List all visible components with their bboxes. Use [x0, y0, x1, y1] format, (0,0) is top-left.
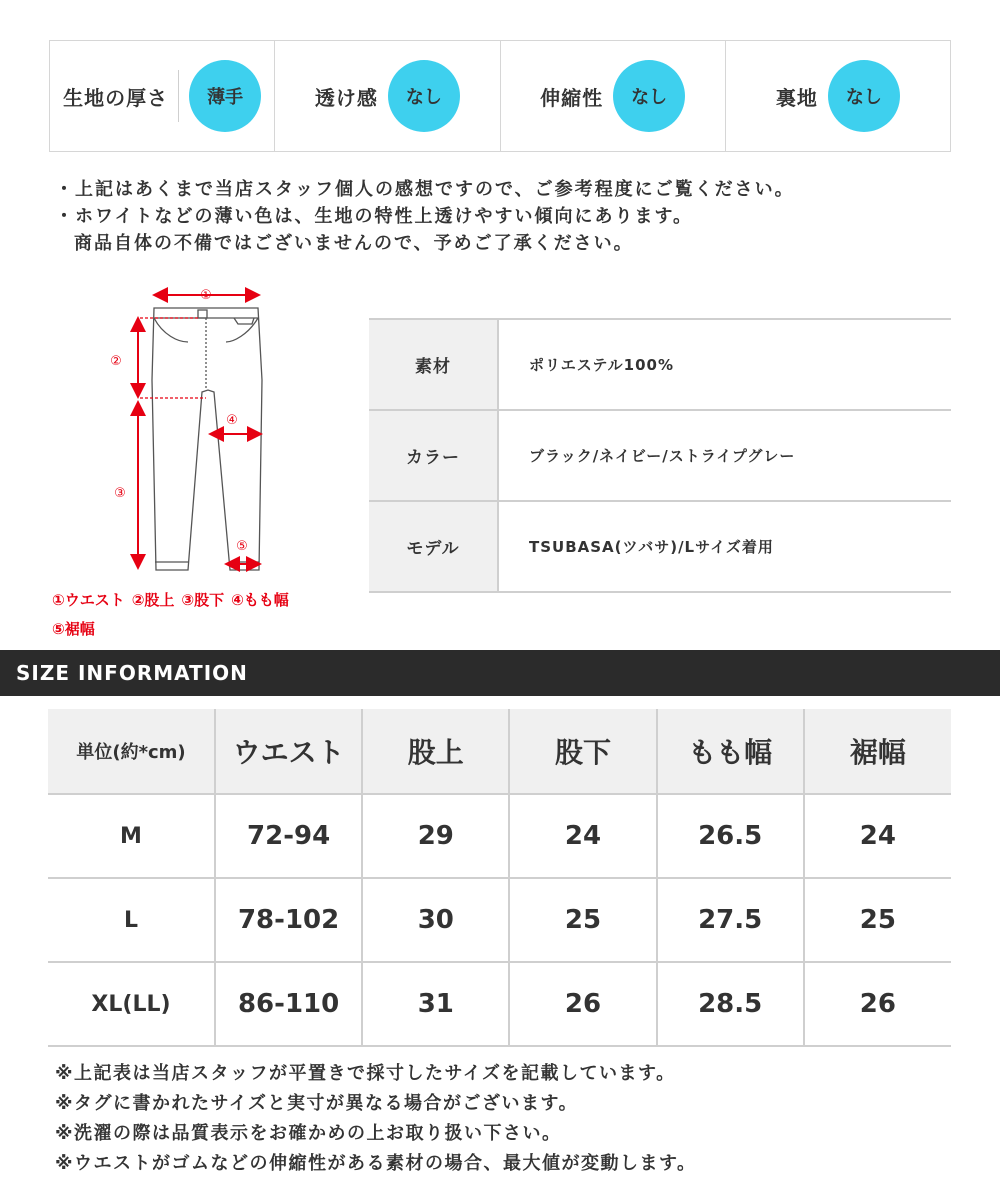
spec-value: ブラック/ネイビー/ストライプグレー [498, 410, 951, 501]
table-cell: 25 [804, 878, 951, 962]
attr-stretch [500, 41, 725, 151]
header-hem: 裾幅 [804, 709, 951, 794]
spec-table [369, 318, 951, 593]
table-cell: 86-110 [215, 962, 362, 1046]
marker-rise: ② [110, 354, 122, 369]
table-cell: 26.5 [657, 794, 804, 878]
spec-value: TSUBASA(ツバサ)/Lサイズ着用 [498, 501, 951, 592]
header-rise: 股上 [362, 709, 509, 794]
table-cell: 72-94 [215, 794, 362, 878]
attr-badge: なし [613, 60, 685, 132]
note-line: ※洗濯の際は品質表示をお確かめの上お取り扱い下さい。 [55, 1123, 562, 1144]
attr-label: 裏地 [775, 85, 818, 110]
spec-key: モデル [369, 501, 498, 592]
table-cell: 78-102 [215, 878, 362, 962]
marker-waist: ① [200, 288, 212, 303]
divider [178, 70, 179, 122]
attr-badge: なし [828, 60, 900, 132]
size-information-header: SIZE INFORMATION [0, 650, 1000, 696]
marker-hem: ⑤ [236, 539, 248, 554]
legend-item: ①ウエスト [52, 591, 125, 609]
spec-key: 素材 [369, 319, 498, 410]
attr-label: 伸縮性 [540, 85, 604, 110]
size-label: L [48, 878, 215, 962]
table-row [369, 410, 951, 501]
size-notes [55, 1059, 697, 1179]
table-row [369, 319, 951, 410]
note-line: ※上記表は当店スタッフが平置きで採寸したサイズを記載しています。 [55, 1063, 676, 1084]
attr-sheerness [274, 41, 499, 151]
size-label: M [48, 794, 215, 878]
note-line: ・上記はあくまで当店スタッフ個人の感想ですので、ご参考程度にご覧ください。 [55, 179, 795, 200]
header-thigh: もも幅 [657, 709, 804, 794]
table-row [48, 962, 951, 1046]
attr-label: 生地の厚さ [63, 85, 169, 110]
note-line: ※タグに書かれたサイズと実寸が異なる場合がございます。 [55, 1093, 579, 1114]
header-unit: 単位(約*cm) [48, 709, 215, 794]
table-cell: 26 [509, 962, 656, 1046]
note-line: 商品自体の不備ではございませんので、予めご了承ください。 [74, 233, 634, 254]
header-inseam: 股下 [509, 709, 656, 794]
table-cell: 24 [804, 794, 951, 878]
table-cell: 31 [362, 962, 509, 1046]
attr-thickness [50, 41, 274, 151]
attr-badge: なし [388, 60, 460, 132]
table-row [369, 501, 951, 592]
table-row [48, 878, 951, 962]
marker-thigh: ④ [226, 413, 238, 428]
table-cell: 27.5 [657, 878, 804, 962]
fabric-attributes [49, 40, 951, 152]
legend-item: ⑤裾幅 [52, 620, 95, 638]
table-row [48, 794, 951, 878]
spec-key: カラー [369, 410, 498, 501]
size-table [48, 709, 951, 1047]
table-cell: 26 [804, 962, 951, 1046]
pants-outline [152, 308, 262, 570]
table-cell: 25 [509, 878, 656, 962]
spec-value: ポリエステル100% [498, 319, 951, 410]
legend-item: ③股下 [181, 591, 225, 609]
attr-badge: 薄手 [189, 60, 261, 132]
diagram-legend [52, 586, 296, 644]
attr-lining [725, 41, 950, 151]
legend-item: ④もも幅 [231, 591, 289, 609]
table-cell: 29 [362, 794, 509, 878]
note-line: ※ウエストがゴムなどの伸縮性がある素材の場合、最大値が変動します。 [55, 1153, 697, 1174]
header-waist: ウエスト [215, 709, 362, 794]
legend-item: ②股上 [131, 591, 175, 609]
table-cell: 30 [362, 878, 509, 962]
size-label: XL(LL) [48, 962, 215, 1046]
marker-inseam: ③ [114, 486, 126, 501]
table-cell: 24 [509, 794, 656, 878]
attr-label: 透け感 [314, 85, 378, 110]
note-line: ・ホワイトなどの薄い色は、生地の特性上透けやすい傾向にあります。 [55, 206, 694, 227]
attribute-notes [55, 176, 795, 257]
table-cell: 28.5 [657, 962, 804, 1046]
table-header-row [48, 709, 951, 794]
